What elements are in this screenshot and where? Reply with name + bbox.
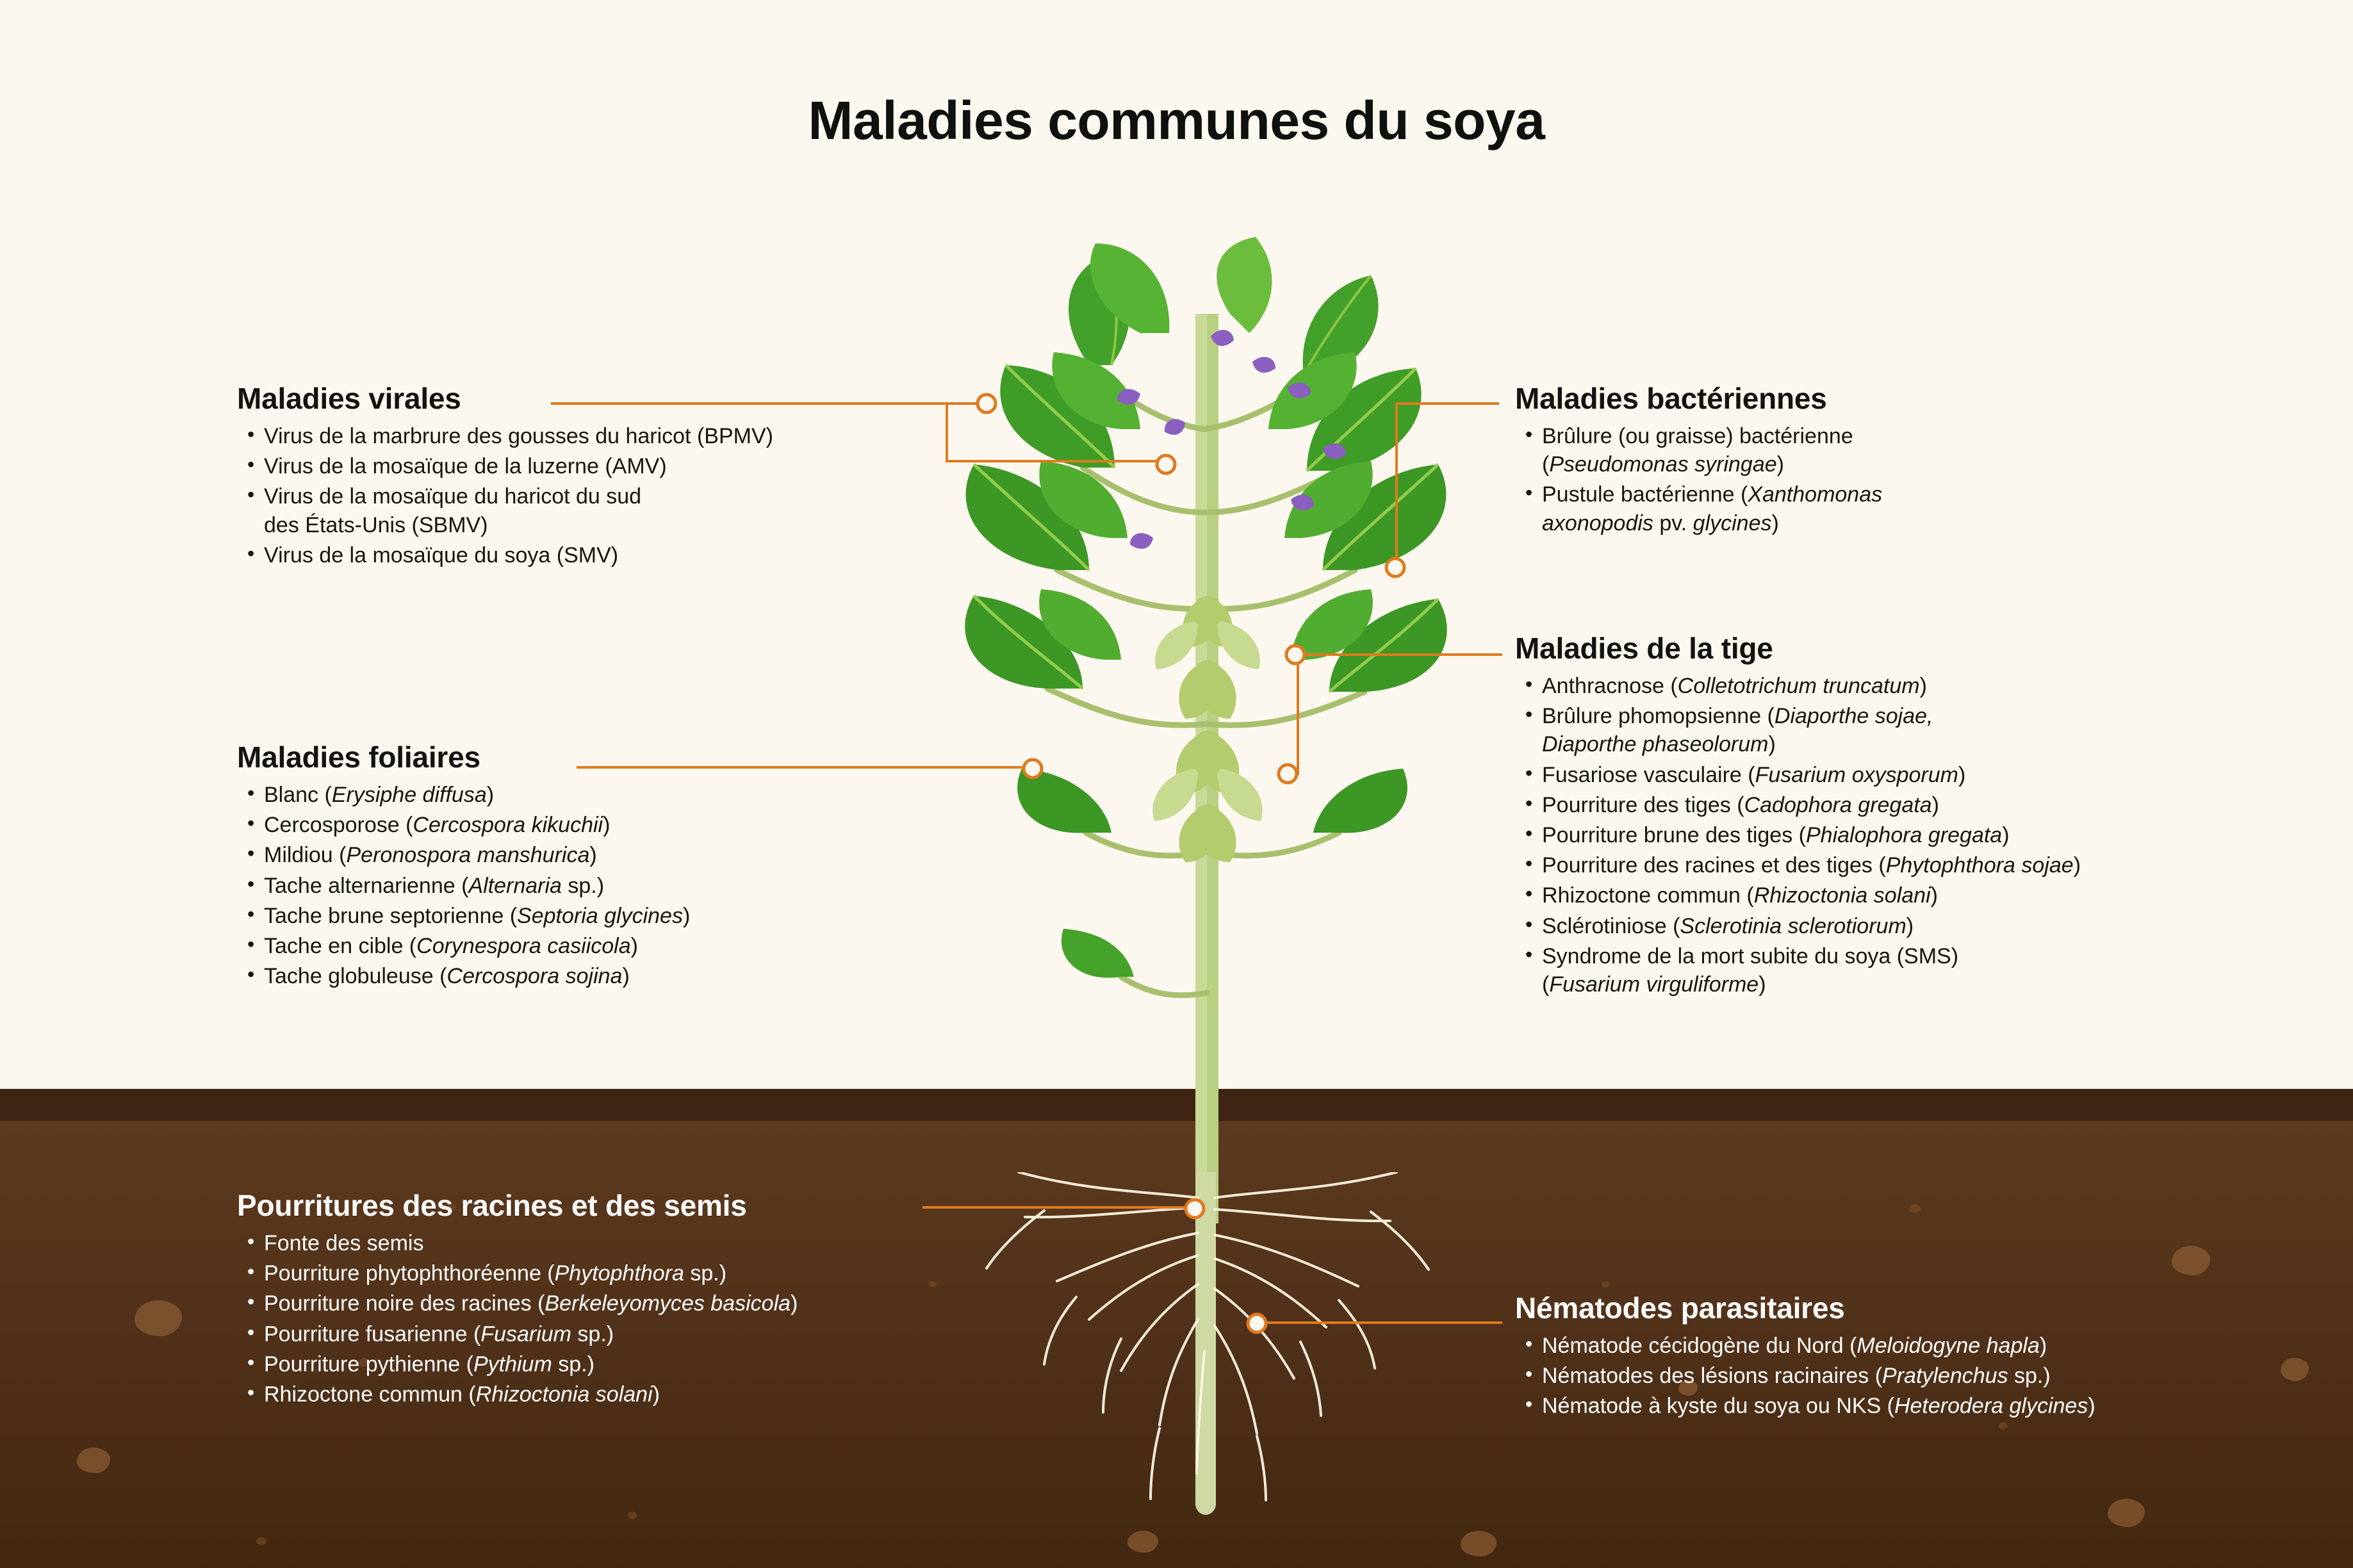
list-item: • Nématode à kyste du soya ou NKS (Heterodera glycines)	[1515, 1392, 2316, 1420]
soil-speck	[256, 1537, 266, 1545]
page-title: Maladies communes du soya	[808, 90, 1545, 151]
list-pourritures-racines-semis	[237, 1229, 1070, 1409]
soil-speck	[1909, 1204, 1921, 1213]
list-item: • Anthracnose (Colletotrichum truncatum)	[1515, 672, 2322, 700]
list-item: • Fonte des semis	[237, 1229, 1070, 1257]
list-item: • Pourriture phytophthoréenne (Phytophthora sp.)	[237, 1259, 1070, 1287]
heading-nematodes-parasitaires: Nématodes parasitaires	[1515, 1291, 1845, 1325]
heading-maladies-bacteriennes: Maladies bactériennes	[1515, 382, 1827, 415]
soil-lump	[2172, 1246, 2210, 1275]
callout-nematodes-parasitaires	[1515, 1291, 2316, 1423]
callout-maladies-bacteriennes	[1515, 381, 2079, 539]
list-item: • Tache globuleuse (Cercospora sojina)	[237, 962, 910, 990]
heading-pourritures-racines-semis: Pourritures des racines et des semis	[237, 1189, 747, 1222]
list-item: • Fusariose vasculaire (Fusarium oxysporum)	[1515, 761, 2322, 789]
callout-maladies-tige	[1515, 631, 2322, 1000]
list-maladies-tige	[1515, 672, 2322, 999]
list-item: • Pourriture fusarienne (Fusarium sp.)	[237, 1320, 1070, 1348]
callout-pourritures-racines-semis	[237, 1188, 1070, 1410]
list-item: • Pourriture noire des racines (Berkeleyomyces basicola)	[237, 1289, 1070, 1318]
list-item: • Tache brune septorienne (Septoria glycines)	[237, 902, 910, 930]
heading-maladies-tige: Maladies de la tige	[1515, 632, 1773, 665]
soil-lump	[77, 1448, 110, 1473]
callout-maladies-foliaires	[237, 740, 910, 992]
soil-speck	[1999, 1422, 2008, 1430]
soil-lump	[1461, 1531, 1496, 1556]
list-item: • Nématode cécidogène du Nord (Meloidogyne hapla)	[1515, 1332, 2316, 1360]
list-item: • Pustule bactérienne (Xanthomonas axonopodis pv. glycines)	[1515, 480, 2079, 537]
list-item: • Tache en cible (Corynespora casiicola)	[237, 932, 910, 960]
list-item: • Rhizoctone commun (Rhizoctonia solani)	[237, 1380, 1070, 1409]
callout-maladies-virales	[237, 381, 1006, 571]
list-item: • Blanc (Erysiphe diffusa)	[237, 781, 910, 809]
list-item: • Virus de la mosaïque du soya (SMV)	[237, 541, 1006, 569]
list-item: • Brûlure (ou graisse) bactérienne (Pseudomonas syringae)	[1515, 422, 2079, 478]
list-item: • Pourriture des tiges (Cadophora gregata)	[1515, 791, 2322, 819]
list-item: • Rhizoctone commun (Rhizoctonia solani)	[1515, 881, 2322, 910]
soil-lump	[135, 1300, 182, 1336]
list-nematodes-parasitaires	[1515, 1332, 2316, 1421]
list-item: • Syndrome de la mort subite du soya (SMS) (Fusarium virguliforme)	[1515, 942, 2322, 999]
soybean-plant-illustration	[929, 237, 1480, 1236]
soil-lump	[1127, 1531, 1158, 1553]
list-item: • Virus de la marbrure des gousses du haricot (BPMV)	[237, 422, 1006, 450]
soil-speck	[1602, 1281, 1609, 1287]
list-item: • Brûlure phomopsienne (Diaporthe sojae, Diaporthe phaseolorum)	[1515, 702, 2322, 758]
list-item: • Pourriture des racines et des tiges (Phytophthora sojae)	[1515, 851, 2322, 879]
list-item: • Pourriture brune des tiges (Phialophora gregata)	[1515, 821, 2322, 849]
list-item: • Cercosporose (Cercospora kikuchii)	[237, 811, 910, 839]
list-maladies-foliaires	[237, 781, 910, 990]
heading-maladies-virales: Maladies virales	[237, 382, 461, 415]
list-item: • Sclérotiniose (Sclerotinia sclerotiorum)	[1515, 912, 2322, 940]
list-item: • Tache alternarienne (Alternaria sp.)	[237, 872, 910, 900]
soil-lump	[2108, 1499, 2145, 1527]
list-item: • Pourriture pythienne (Pythium sp.)	[237, 1350, 1070, 1378]
list-item: • Nématodes des lésions racinaires (Pratylenchus sp.)	[1515, 1362, 2316, 1390]
list-item: • Virus de la mosaïque du haricot du sud des États-Unis (SBMV)	[237, 482, 1006, 539]
list-maladies-virales	[237, 422, 1006, 569]
list-maladies-bacteriennes	[1515, 422, 2079, 537]
list-item: • Mildiou (Peronospora manshurica)	[237, 841, 910, 869]
list-item: • Virus de la mosaïque de la luzerne (AMV)	[237, 452, 1006, 480]
soil-speck	[628, 1512, 637, 1519]
heading-maladies-foliaires: Maladies foliaires	[237, 740, 480, 774]
